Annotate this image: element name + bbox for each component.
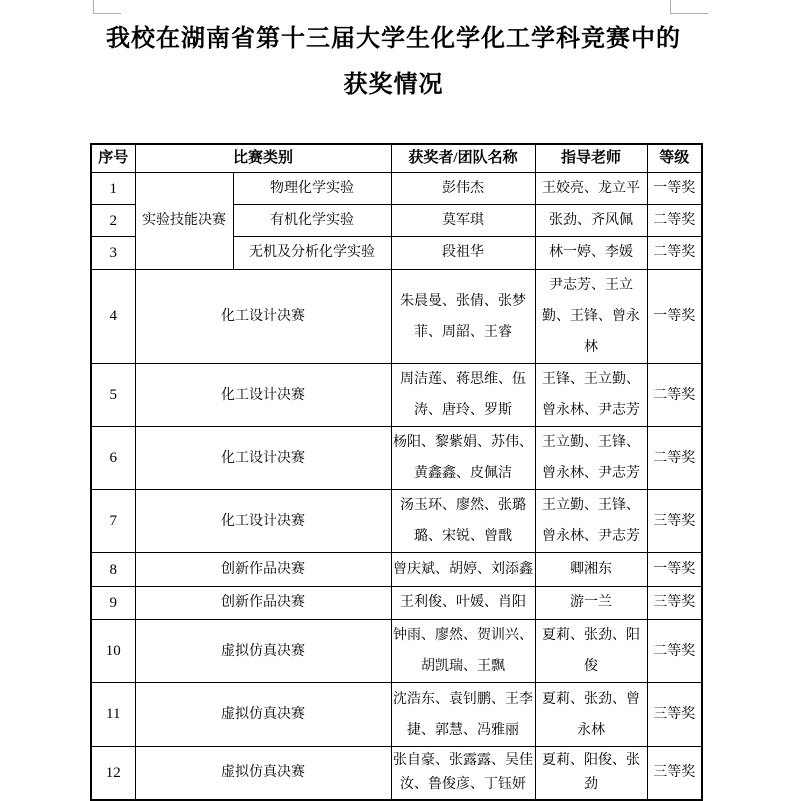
cell-grade: 二等奖 xyxy=(647,237,702,270)
cell-category: 化工设计决赛 xyxy=(135,490,391,553)
cell-teachers: 夏莉、阳俊、张劲 xyxy=(535,747,647,800)
cell-index: 8 xyxy=(91,553,135,587)
cell-grade: 三等奖 xyxy=(647,490,702,553)
col-header-category: 比赛类别 xyxy=(135,144,391,173)
table-row xyxy=(91,620,702,683)
cell-winners: 汤玉环、廖然、张璐璐、宋锐、曾戬 xyxy=(391,490,535,553)
cell-index: 9 xyxy=(91,587,135,620)
cell-winners: 王利俊、叶媛、肖阳 xyxy=(391,587,535,620)
cell-winners: 段祖华 xyxy=(391,237,535,270)
table-row xyxy=(91,270,702,364)
cell-winners: 莫军琪 xyxy=(391,205,535,237)
cell-category: 化工设计决赛 xyxy=(135,364,391,427)
cell-teachers: 林一婷、李媛 xyxy=(535,237,647,270)
table-row xyxy=(91,364,702,427)
cell-grade: 二等奖 xyxy=(647,364,702,427)
cell-subcategory: 物理化学实验 xyxy=(233,173,391,205)
cell-index: 12 xyxy=(91,747,135,800)
cell-teachers: 王立勤、王锋、曾永林、尹志芳 xyxy=(535,490,647,553)
page-title xyxy=(0,16,787,108)
cell-grade: 一等奖 xyxy=(647,173,702,205)
table-row xyxy=(91,553,702,587)
col-header-winner: 获奖者/团队名称 xyxy=(391,144,535,173)
cell-subcategory: 有机化学实验 xyxy=(233,205,391,237)
cell-category: 创新作品决赛 xyxy=(135,553,391,587)
table-row xyxy=(91,173,702,205)
cell-winners: 周洁莲、蒋思维、伍涛、唐玲、罗斯 xyxy=(391,364,535,427)
cell-teachers: 王姣亮、龙立平 xyxy=(535,173,647,205)
page-corner-mark-right xyxy=(670,0,708,14)
cell-grade: 三等奖 xyxy=(647,747,702,800)
col-header-index: 序号 xyxy=(91,144,135,173)
cell-index: 4 xyxy=(91,270,135,364)
cell-category-group: 实验技能决赛 xyxy=(135,173,233,270)
cell-teachers: 尹志芳、王立勤、王锋、曾永林 xyxy=(535,270,647,364)
cell-teachers: 张劲、齐风佩 xyxy=(535,205,647,237)
cell-winners: 杨阳、黎紫娟、苏伟、黄鑫鑫、皮佩洁 xyxy=(391,427,535,490)
table-row xyxy=(91,427,702,490)
cell-subcategory: 无机及分析化学实验 xyxy=(233,237,391,270)
cell-winners: 曾庆斌、胡婷、刘添鑫 xyxy=(391,553,535,587)
cell-index: 2 xyxy=(91,205,135,237)
cell-category: 虚拟仿真决赛 xyxy=(135,747,391,800)
page-title-line2: 获奖情况 xyxy=(343,71,444,98)
table-row xyxy=(91,747,702,800)
cell-teachers: 王立勤、王锋、曾永林、尹志芳 xyxy=(535,427,647,490)
cell-grade: 二等奖 xyxy=(647,427,702,490)
cell-winners: 张自豪、张露露、吴佳汝、鲁俊彦、丁钰妍 xyxy=(391,747,535,800)
cell-teachers: 卿湘东 xyxy=(535,553,647,587)
cell-index: 11 xyxy=(91,683,135,747)
table-row xyxy=(91,683,702,747)
cell-teachers: 夏莉、张劲、阳俊 xyxy=(535,620,647,683)
cell-category: 创新作品决赛 xyxy=(135,587,391,620)
cell-grade: 二等奖 xyxy=(647,205,702,237)
cell-index: 6 xyxy=(91,427,135,490)
cell-index: 10 xyxy=(91,620,135,683)
cell-index: 1 xyxy=(91,173,135,205)
cell-winners: 彭伟杰 xyxy=(391,173,535,205)
cell-grade: 一等奖 xyxy=(647,270,702,364)
cell-winners: 沈浩东、袁钊鹏、王李捷、郭慧、冯雅丽 xyxy=(391,683,535,747)
cell-category: 化工设计决赛 xyxy=(135,427,391,490)
cell-grade: 二等奖 xyxy=(647,620,702,683)
cell-winners: 朱晨曼、张倩、张梦菲、周韶、王睿 xyxy=(391,270,535,364)
cell-index: 5 xyxy=(91,364,135,427)
cell-teachers: 王锋、王立勤、曾永林、尹志芳 xyxy=(535,364,647,427)
awards-table xyxy=(90,143,703,801)
cell-teachers: 游一兰 xyxy=(535,587,647,620)
cell-grade: 三等奖 xyxy=(647,587,702,620)
cell-teachers: 夏莉、张劲、曾永林 xyxy=(535,683,647,747)
table-row xyxy=(91,490,702,553)
page-corner-mark-left xyxy=(93,0,121,14)
cell-index: 3 xyxy=(91,237,135,270)
col-header-grade: 等级 xyxy=(647,144,702,173)
cell-index: 7 xyxy=(91,490,135,553)
cell-grade: 一等奖 xyxy=(647,553,702,587)
cell-grade: 三等奖 xyxy=(647,683,702,747)
col-header-teacher: 指导老师 xyxy=(535,144,647,173)
cell-category: 化工设计决赛 xyxy=(135,270,391,364)
cell-category: 虚拟仿真决赛 xyxy=(135,683,391,747)
header-row xyxy=(91,144,702,173)
table-row xyxy=(91,587,702,620)
cell-winners: 钟雨、廖然、贺训兴、胡凯瑞、王飘 xyxy=(391,620,535,683)
page-title-line1: 我校在湖南省第十三届大学生化学化工学科竞赛中的 xyxy=(106,25,681,52)
cell-category: 虚拟仿真决赛 xyxy=(135,620,391,683)
